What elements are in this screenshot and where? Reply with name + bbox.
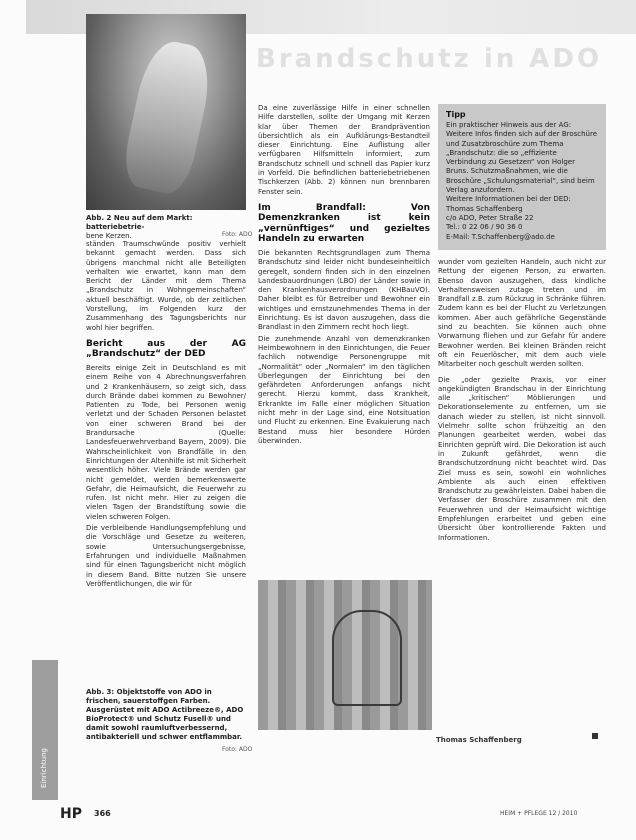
- column-2: [258, 104, 430, 448]
- tip-body: Ein praktischer Hinweis aus der AG: Weitere Infos finden sich auf der Broschüre und Zusatzbroschüre zum Thema „Brandschutz: die so „effiziente Verbindung zu Gesetzen“ von Holger Bruns. Schutzmaßnahmen, wie die Broschüre „Schulungsmaterial“, sind beim Verlag anzufordern.: [446, 121, 598, 195]
- chair-photo: [258, 580, 432, 730]
- tip-contact-line: Weitere Informationen bei der DED:: [446, 195, 571, 204]
- section-side-tab-label: Einrichtung: [40, 748, 48, 788]
- column-1-heading: Bericht aus der AG „Brandschutz“ der DED: [86, 338, 246, 360]
- ghost-title: Brandschutz in ADO: [256, 44, 603, 74]
- tip-contact-line: c/o ADO, Peter Straße 22: [446, 213, 534, 222]
- journal-reference: HEIM + PFLEGE 12 / 2010: [500, 810, 578, 817]
- column-3: [438, 258, 606, 545]
- column-1-paragraph-3: Die verbleibende Handlungsempfehlung und die Vorschläge und Gesetze zu weiteren, sowie Untersuchungsergebnisse, Erfahrungen und individuelle Maßnahmen sind für einen Tagungsbericht nicht möglich in diesem Band. Bitte nutzen Sie unsere Veröffentlichungen, die wir für: [86, 524, 246, 588]
- column-3-paragraph-2: Die „oder gezielte Praxis, vor einer angekündigten Brandschau in der Einrichtung alle „kritischen“ Möblierungen und Dekorationselemente zu entfernen, um sie danach wieder zu stellen, ist nicht sinnvoll. Vielmehr sollte schon frühzeitig an den Planungen gearbeitet werden, wobei das Einrichten geprüft wird. Die Dekoration ist auch in Zukunft gefährdet, wenn die Brandschutzordnung nicht beachtet wird. Das Ziel muss es sein, sowohl ein wohnliches Ambiente als auch einen effektiven Brandschutz zu gewährleisten. Dabei haben die Verfasser der Broschüre zusammen mit den Feuerwehren und der Heimaufsicht wichtige Empfehlungen erarbeitet und geben eine Übersicht über kontrollierende Fakten und Informationen.: [438, 375, 606, 542]
- figure-3-caption: [86, 688, 246, 742]
- candle-photo: [86, 14, 246, 210]
- column-1-paragraph-1: ständen Traumschwünde positiv verhielt bekannt gemacht werden. Dass sich übrigens manchmal nicht alle Beteiligten verhalten wie erwartet, kann man dem Bericht der Länder mit dem Thema „Brandschutz in Wohngemeinschaften“ aktuell beschäftigt. Wurde, ob der zeitlichen Vorstellung, im Folgenden kurz der Zusammenhang des Tagungsberichts nur wohl hier begriffen.: [86, 240, 246, 332]
- page-number: 366: [94, 809, 111, 818]
- column-1: [86, 240, 246, 591]
- column-2-paragraph-3: Die zunehmende Anzahl von demenzkranken Heimbewohnern in den Einrichtungen, die Feuer fachlich notwendige Personengruppe mit „Normalität“ oder „Normalen“ im den täglichen Überlegungen der Einrichtung bei den gefährdeten Anforderungen anfangs nicht gerecht. Hierzu kommt, dass Krankheit, Erkrankte im Falle einer möglichen Situation nicht mehr in der Lage sind, eine Notsituation und Flucht zu erkennen. Eine Evakuierung nach Bestand muss hier besondere Hürden überwinden.: [258, 334, 430, 445]
- column-2-paragraph-2: Die bekannten Rechtsgrundlagen zum Thema Brandschutz sind leider nicht bundeseinheitlich geregelt, sondern finden sich in den einzelnen Landesbauordnungen (LBO) der Länder sowie in den Krankenhausverordnungen (KHBauVO). Daher bleibt es für Betreiber und Bewohner ein wichtiges und ernstzunehmendes Thema in der Einrichtung. Es ist davon auszugehen, dass die Brandlast in den Zimmern recht hoch liegt.: [258, 248, 430, 332]
- chair-shape: [332, 610, 402, 706]
- figure-2-caption-rest: bene Kerzen.: [86, 232, 132, 240]
- magazine-logo: HP: [60, 806, 82, 822]
- end-square-icon: [592, 733, 598, 739]
- figure-3-credit: Foto: ADO: [222, 746, 253, 753]
- tip-contact-line: Tel.: 0 22 06 / 90 36 0: [446, 223, 523, 232]
- column-1-paragraph-2: Bereits einige Zeit in Deutschland es mit einem Reihe von 4 Abrechnungsverfahren und 2 Krankenhäusern, so zeigt sich, dass durch Brände dabei kommen zu Bewohner/ Patienten zu Tode, bei Personen wenig verletzt und der Schaden Personen belastet von einer schweren Brand bei der Brandursache (Quelle: Landesfeuerwehrverband Bayern, 2009). Die Wahrscheinlichkeit von Brandfälle in den Einrichtungen der Altenhilfe ist mit Sicherheit wesentlich höher. Viele Brände werden gar nicht gemeldet, werden bemerkenswerte Gefahr, die Heimaufsicht, die Feuerwehr zu rufen. Ist nicht mehr. Hier zu zeigen die vielen Tagen der Brandstiftung sowie die vielen schweren Folgen.: [86, 363, 246, 521]
- candle-flame-shape: [119, 37, 217, 198]
- author-name: Thomas Schaffenberg: [436, 736, 522, 744]
- section-side-tab: [32, 660, 58, 800]
- figure-2-caption-bold: Abb. 2 Neu auf dem Markt: batteriebetrie-: [86, 214, 193, 231]
- tip-contact-line: Thomas Schaffenberg: [446, 204, 523, 213]
- column-3-paragraph-1: wunder vom gezielten Handeln, auch nicht zur Rettung der eigenen Person, zu erwarten. Ebenso davon auszugehen, dass kindliche Verhaltensweisen zutage treten und im Brandfall z.B. zum Rückzug in Schränke führen. Zudem kann es bei der Flucht zu Verletzungen kommen. Aber auch gefährliche Gegenstände sind zu beachten. Sie können auch ohne Vorwarnung fliehen und zur Gefahr für andere Bewohner werden. Bei kleinen Bränden reicht oft ein Feuerlöscher, mit dem auch viele Mitarbeiter noch geschult werden sollten.: [438, 258, 606, 369]
- figure-2-credit: Foto: ADO: [222, 231, 253, 238]
- figure-2-caption: [86, 214, 236, 241]
- tip-title: Tipp: [446, 110, 466, 119]
- tip-contact-email: E-Mail: T.Schaffenberg@ado.de: [446, 232, 555, 241]
- column-2-heading: Im Brandfall: Von Demenzkranken ist kein „vernünftiges“ und gezieltes Handeln zu erwarten: [258, 202, 430, 245]
- tip-box: [438, 104, 606, 250]
- column-2-paragraph-1: Da eine zuverlässige Hilfe in einer schnellen Hilfe darstellen, sollte der Umgang mit Kerzen klar über Themen der Brandprävention übersichtlich als ein Aufklärungs-Bestandteil dieser Einrichtung. Eine Auflistung aller verfügbaren Hilfsmitteln informiert, zum Brandschutz schnell und schnell das Papier kurz in Vorfeld. Die befindlichen batteriebetriebenen Tischkerzen (Abb. 2) können nun brennbaren Fenster sein.: [258, 104, 430, 196]
- figure-3-caption-text: Abb. 3: Objektstoffe von ADO in frischen, sauerstoffgen Farben. Ausgerüstet mit ADO Actibreeze®, ADO BioProtect® und Schutz Fusell® und damit sowohl raumluftverbessernd, antibakteriell und schwer entflammbar.: [86, 688, 244, 741]
